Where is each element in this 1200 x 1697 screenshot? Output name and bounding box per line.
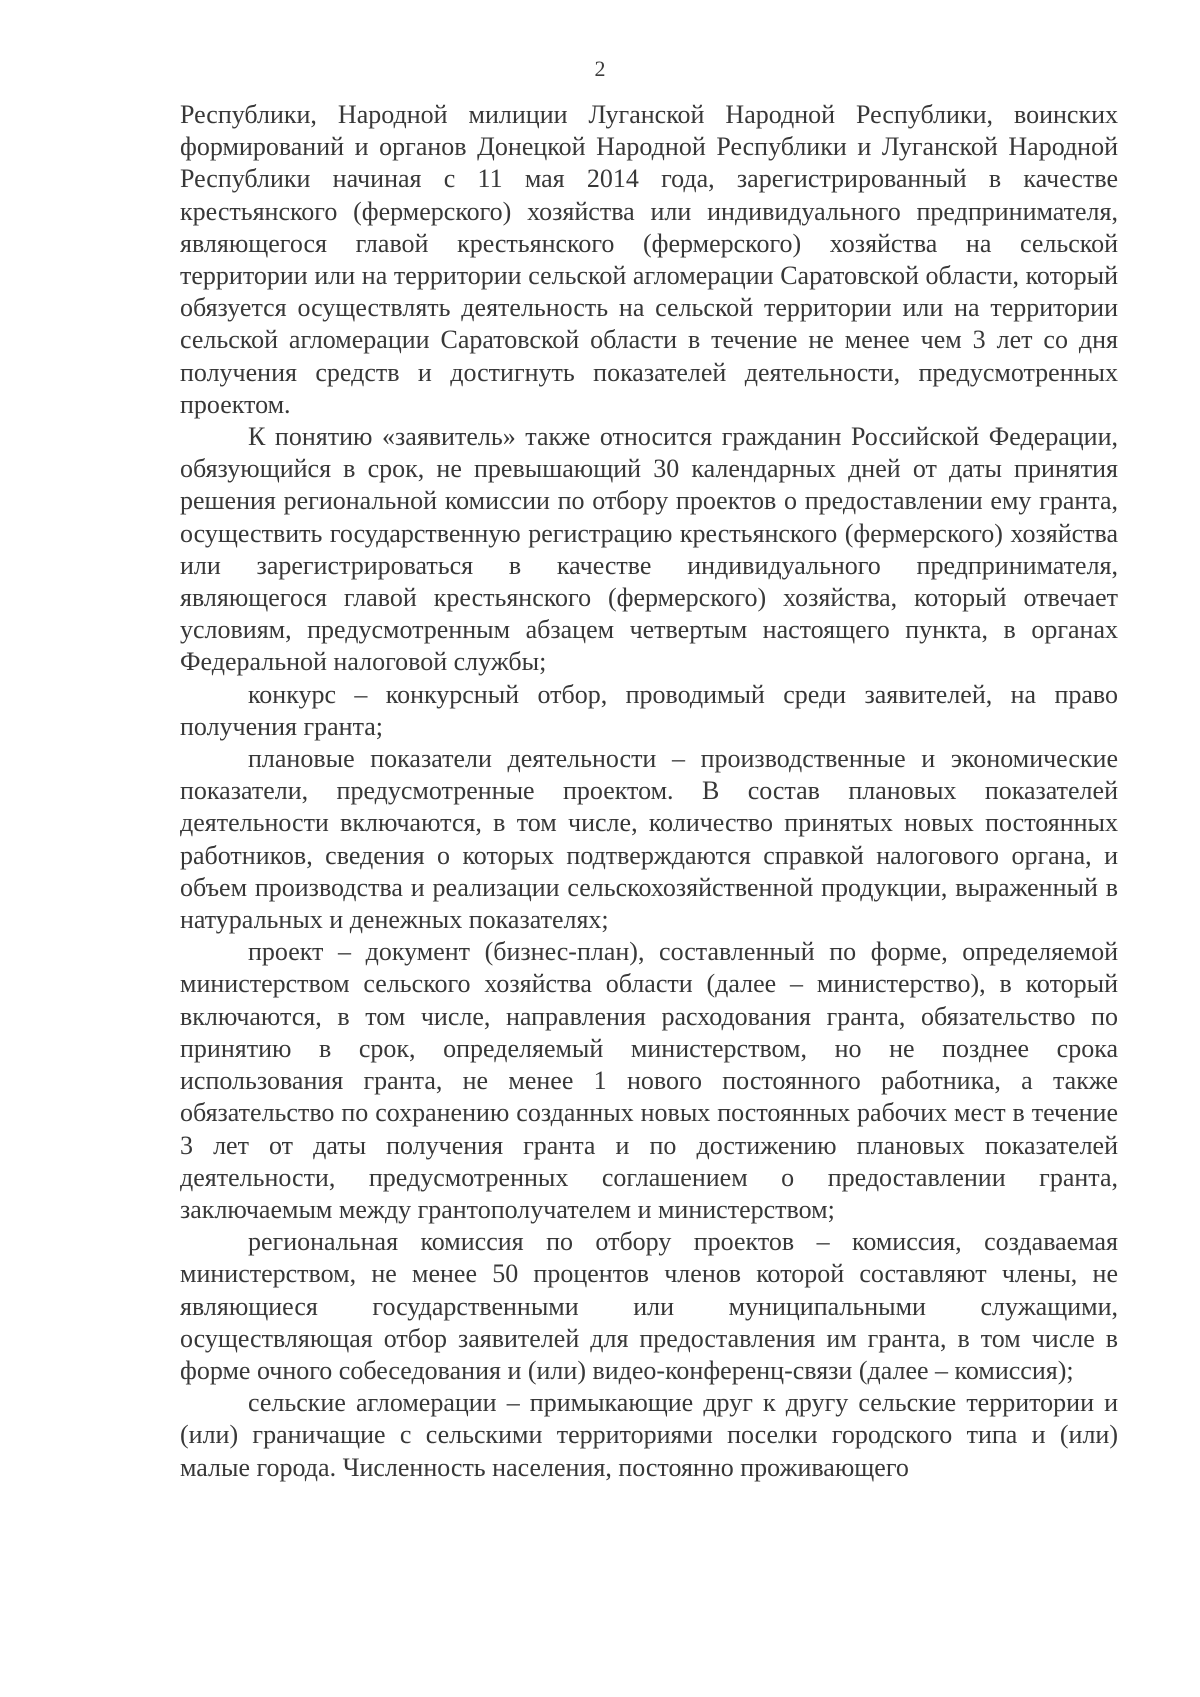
paragraph-applicant-definition: К понятию «заявитель» также относится гражданин Российской Федерации, обязующийся в срок, не превышающий 30 календарных дней от даты принятия решения региональной комиссии по отбору проектов о предоставлении ему гранта, осуществить государственную регистрацию крестьянского (фермерского) хозяйства или зарегистрироваться в качестве индивидуального предпринимателя, являющегося главой крестьянского (фермерского) хозяйства, который отвечает условиям, предусмотренным абзацем четвертым настоящего пункта, в органах Федеральной налоговой службы;	[180, 422, 1118, 677]
paragraph-regional-commission: региональная комиссия по отбору проектов – комиссия, создаваемая министерством, не менее 50 процентов членов которой составляют члены, не являющиеся государственными или муниципальными служащими, осуществляющая отбор заявителей для предоставления им гранта, в том числе в форме очного собеседования и (или) видео-конференц-связи (далее – комиссия);	[180, 1227, 1118, 1385]
paragraph-contest-definition: конкурс – конкурсный отбор, проводимый среди заявителей, на право получения гранта;	[180, 679, 1118, 741]
page-number: 2	[594, 56, 606, 81]
document-body	[180, 99, 1118, 1484]
paragraph-planned-indicators: плановые показатели деятельности – производственные и экономические показатели, предусмотренные проектом. В состав плановых показателей деятельности включаются, в том числе, количество принятых новых постоянных работников, сведения о которых подтверждаются справкой налогового органа, и объем производства и реализации сельскохозяйственной продукции, выраженный в натуральных и денежных показателях;	[180, 744, 1118, 935]
paragraph-continuation: Республики, Народной милиции Луганской Народной Республики, воинских формирований и органов Донецкой Народной Республики и Луганской Народной Республики начиная с 11 мая 2014 года, зарегистрированный в качестве крестьянского (фермерского) хозяйства или индивидуального предпринимателя, являющегося главой крестьянского (фермерского) хозяйства на сельской территории или на территории сельской агломерации Саратовской области, который обязуется осуществлять деятельность на сельской территории или на территории сельской агломерации Саратовской области в течение не менее чем 3 лет со дня получения средств и достигнуть показателей деятельности, предусмотренных проектом.	[180, 100, 1118, 419]
paragraph-rural-agglomerations: сельские агломерации – примыкающие друг к другу сельские территории и (или) граничащие с сельскими территориями поселки городского типа и (или) малые города. Численность населения, постоянно проживающего	[180, 1388, 1118, 1482]
paragraph-project-definition: проект – документ (бизнес-план), составленный по форме, определяемой министерством сельского хозяйства области (далее – министерство), в который включаются, в том числе, направления расходования гранта, обязательство по принятию в срок, определяемый министерством, но не позднее срока использования гранта, не менее 1 нового постоянного работника, а также обязательство по сохранению созданных новых постоянных рабочих мест в течение 3 лет от даты получения гранта и по достижению плановых показателей деятельности, предусмотренных соглашением о предоставлении гранта, заключаемым между грантополучателем и министерством;	[180, 937, 1118, 1224]
